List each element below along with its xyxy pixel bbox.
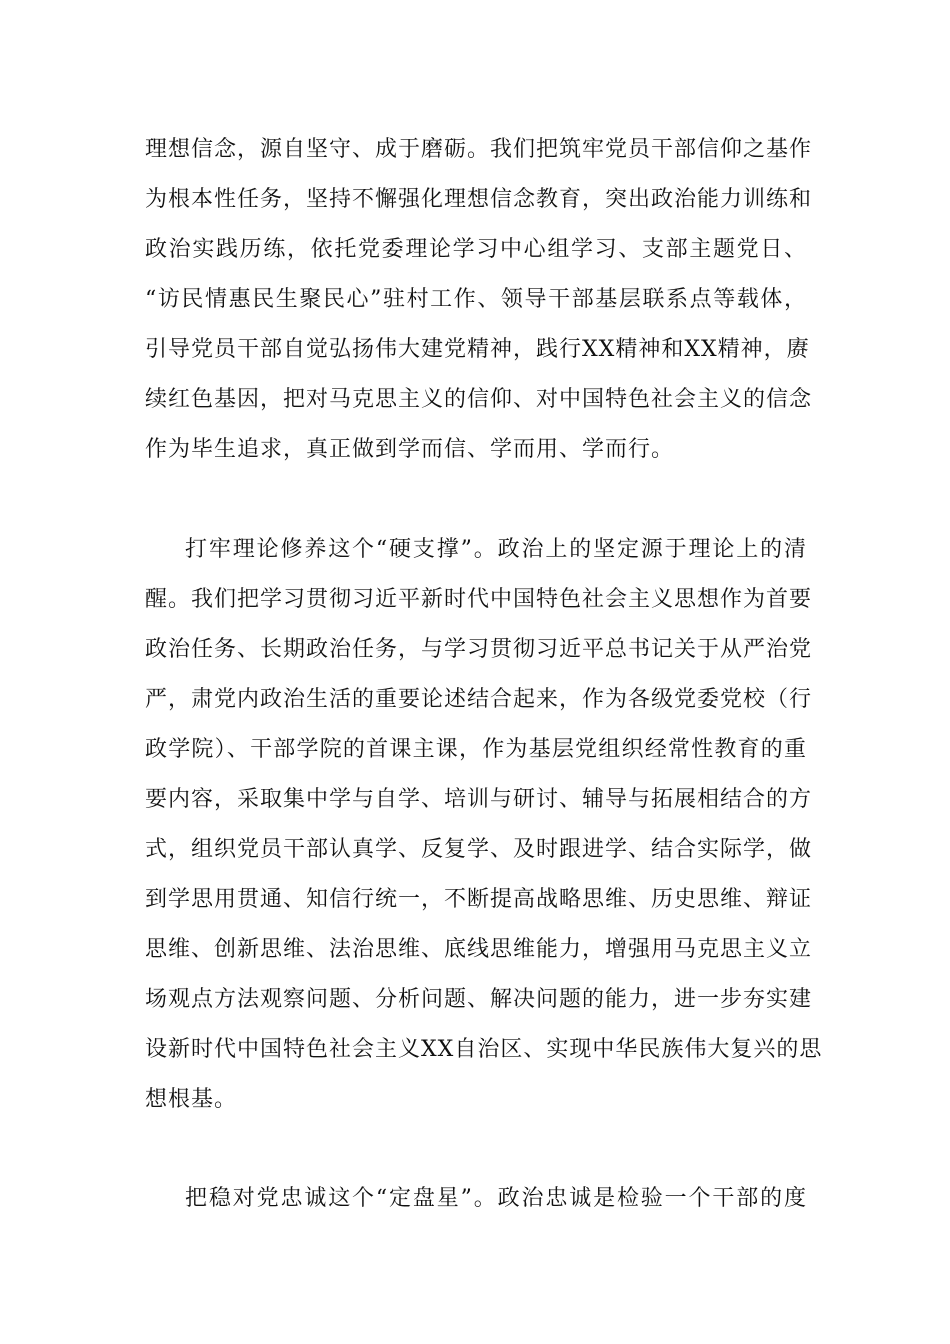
- paragraph-1-line-6: 续红色基因，把对马克思主义的信仰、对中国特色社会主义的信念: [145, 387, 813, 412]
- paragraph-2-line-9: 思维、创新思维、法治思维、底线思维能力，增强用马克思主义立: [145, 937, 813, 962]
- paragraph-1-line-1: 理想信念，源自坚守、成于磨砺。我们把筑牢党员干部信仰之基作: [145, 137, 813, 162]
- paragraph-2-line-4: 严，肃党内政治生活的重要论述结合起来，作为各级党委党校（行: [145, 687, 813, 712]
- paragraph-2-line-8: 到学思用贯通、知信行统一，不断提高战略思维、历史思维、辩证: [145, 887, 813, 912]
- paragraph-1-line-7: 作为毕生追求，真正做到学而信、学而用、学而行。: [145, 437, 675, 462]
- paragraph-1-line-3: 政治实践历练，依托党委理论学习中心组学习、支部主题党日、: [145, 237, 807, 262]
- paragraph-2-line-1: 打牢理论修养这个“硬支撑”。政治上的坚定源于理论上的清: [185, 537, 807, 562]
- paragraph-2-line-6: 要内容，采取集中学与自学、培训与研讨、辅导与拓展相结合的方: [145, 787, 813, 812]
- paragraph-2-line-7: 式，组织党员干部认真学、反复学、及时跟进学、结合实际学，做: [145, 837, 813, 862]
- paragraph-2-line-12: 想根基。: [145, 1087, 238, 1112]
- paragraph-3-line-1: 把稳对党忠诚这个“定盘星”。政治忠诚是检验一个干部的度: [185, 1186, 807, 1211]
- paragraph-1-line-2: 为根本性任务，坚持不懈强化理想信念教育，突出政治能力训练和: [145, 187, 813, 212]
- paragraph-1-line-4: “访民情惠民生聚民心”驻村工作、领导干部基层联系点等载体，: [145, 287, 807, 312]
- paragraph-2-line-5: 政学院）、干部学院的首课主课，作为基层党组织经常性教育的重: [145, 737, 807, 762]
- paragraph-1-line-5: 引导党员干部自觉弘扬伟大建党精神，践行XX精神和XX精神，赓: [145, 337, 810, 362]
- paragraph-2-line-11: 设新时代中国特色社会主义XX自治区、实现中华民族伟大复兴的思: [145, 1037, 823, 1062]
- paragraph-2-line-2: 醒。我们把学习贯彻习近平新时代中国特色社会主义思想作为首要: [145, 587, 813, 612]
- paragraph-2-line-10: 场观点方法观察问题、分析问题、解决问题的能力，进一步夯实建: [145, 987, 813, 1012]
- paragraph-2-line-3: 政治任务、长期政治任务，与学习贯彻习近平总书记关于从严治党: [145, 637, 813, 662]
